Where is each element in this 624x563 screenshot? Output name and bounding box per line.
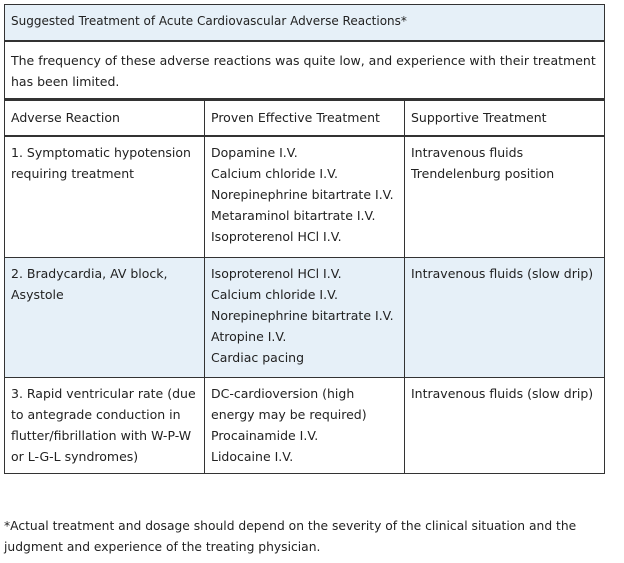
reaction-cell (5, 257, 205, 377)
treatment-item: Isoproterenol HCl I.V. (211, 229, 342, 244)
column-header-adverse-reaction (5, 100, 205, 137)
reaction-cell (5, 136, 205, 257)
reaction-text: 2. Bradycardia, AV block, Asystole (11, 265, 168, 302)
table-row (5, 257, 605, 377)
proven-treatment-cell (205, 136, 405, 257)
table-intro-row (5, 41, 605, 100)
table-caption-row (5, 5, 605, 42)
reaction-cell (5, 377, 205, 473)
column-header-supportive-treatment (405, 100, 605, 137)
column-header-label: Proven Effective Treatment (211, 110, 380, 125)
treatment-item: Procainamide I.V. (211, 427, 319, 443)
treatment-item: Lidocaine I.V. (211, 448, 294, 464)
treatment-item: Intravenous fluids (slow drip) (411, 265, 594, 281)
table-row (5, 136, 605, 257)
supportive-treatment-cell (405, 377, 605, 473)
treatment-item: DC-cardioversion (high energy may be required) (211, 385, 367, 422)
table-caption-text: Suggested Treatment of Acute Cardiovascular Adverse Reactions* (11, 14, 407, 28)
table-intro (5, 41, 605, 100)
treatment-item: Trendelenburg position (411, 166, 555, 181)
treatment-item: Atropine I.V. (211, 328, 287, 344)
proven-treatment-cell (205, 377, 405, 473)
column-header-proven-treatment (205, 100, 405, 137)
table-intro-text: The frequency of these adverse reactions was quite low, and experience with their treatment has been limited. (11, 53, 596, 89)
reaction-text: 1. Symptomatic hypotension requiring treatment (11, 145, 191, 181)
footnote: *Actual treatment and dosage should depend on the severity of the clinical situation and the judgment and experience of the treating physician. (4, 519, 577, 554)
table-caption (5, 5, 605, 42)
adverse-reactions-table (4, 4, 605, 474)
treatment-item: Calcium chloride I.V. (211, 166, 338, 181)
treatment-item: Calcium chloride I.V. (211, 286, 338, 302)
treatment-item: Cardiac pacing (211, 349, 305, 365)
treatment-item: Intravenous fluids (slow drip) (411, 385, 594, 401)
treatment-item: Norepinephrine bitartrate I.V. (211, 307, 394, 323)
treatment-item: Isoproterenol HCl I.V. (211, 265, 342, 281)
proven-treatment-cell (205, 257, 405, 377)
treatment-item: Norepinephrine bitartrate I.V. (211, 187, 394, 202)
column-header-label: Adverse Reaction (11, 110, 120, 125)
treatment-item: Metaraminol bitartrate I.V. (211, 208, 376, 223)
table-row (5, 377, 605, 473)
supportive-treatment-cell (405, 257, 605, 377)
treatment-item: Intravenous fluids (411, 145, 524, 160)
column-header-label: Supportive Treatment (411, 110, 547, 125)
supportive-treatment-cell (405, 136, 605, 257)
treatment-item: Dopamine I.V. (211, 145, 298, 160)
reaction-text: 3. Rapid ventricular rate (due to antegrade conduction in flutter/fibrillation with W-P-W or L-G-L syndromes) (11, 385, 196, 464)
table-header-row (5, 100, 605, 137)
